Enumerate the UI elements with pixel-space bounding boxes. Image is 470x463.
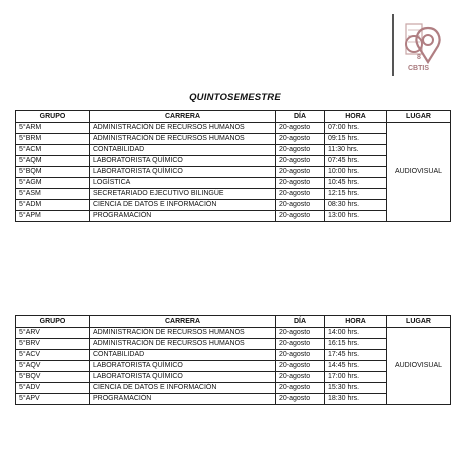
cell-dia: 20-agosto [276, 211, 325, 222]
header-grupo: GRUPO [16, 111, 90, 123]
table-row [16, 394, 451, 405]
cell-lugar: AUDIOVISUAL [387, 123, 451, 222]
cell-dia: 20-agosto [276, 134, 325, 145]
cell-carrera: SECRETARIADO EJECUTIVO BILINGÜE [90, 189, 276, 200]
cell-hora: 14:45 hrs. [325, 361, 387, 372]
cell-dia: 20-agosto [276, 123, 325, 134]
cell-carrera: LABORATORISTA QUÍMICO [90, 361, 276, 372]
cell-hora: 15:30 hrs. [325, 383, 387, 394]
table-row [16, 134, 451, 145]
cell-dia: 20-agosto [276, 189, 325, 200]
page-title: QUINTOSEMESTRE [189, 92, 281, 103]
header-carrera: CARRERA [90, 316, 276, 328]
table-header-row [16, 111, 451, 123]
cell-hora: 11:30 hrs. [325, 145, 387, 156]
cell-grupo: 5°ADV [16, 383, 90, 394]
cell-carrera: LABORATORISTA QUÍMICO [90, 372, 276, 383]
schedule-table-morning [15, 110, 451, 222]
cell-hora: 14:00 hrs. [325, 328, 387, 339]
cell-grupo: 5°BRM [16, 134, 90, 145]
cell-carrera: LOGÍSTICA [90, 178, 276, 189]
cell-carrera: PROGRAMACIÓN [90, 211, 276, 222]
cell-grupo: 5°BQM [16, 167, 90, 178]
table-row [16, 123, 451, 134]
cell-lugar: AUDIOVISUAL [387, 328, 451, 405]
cell-grupo: 5°BRV [16, 339, 90, 350]
table-row [16, 189, 451, 200]
cell-dia: 20-agosto [276, 178, 325, 189]
cell-carrera: ADMINISTRACIÓN DE RECURSOS HUMANOS [90, 328, 276, 339]
table-row [16, 361, 451, 372]
cell-carrera: CONTABILIDAD [90, 145, 276, 156]
cell-carrera: PROGRAMACIÓN [90, 394, 276, 405]
cell-grupo: 5°ARM [16, 123, 90, 134]
table-row [16, 350, 451, 361]
cell-grupo: 5°AQV [16, 361, 90, 372]
cell-hora: 16:15 hrs. [325, 339, 387, 350]
cell-hora: 10:45 hrs. [325, 178, 387, 189]
cell-grupo: 5°APM [16, 211, 90, 222]
cell-carrera: CIENCIA DE DATOS E INFORMACIÓN [90, 383, 276, 394]
cell-dia: 20-agosto [276, 328, 325, 339]
cell-carrera: ADMINISTRACIÓN DE RECURSOS HUMANOS [90, 134, 276, 145]
cell-dia: 20-agosto [276, 350, 325, 361]
cell-carrera: CONTABILIDAD [90, 350, 276, 361]
header-grupo: GRUPO [16, 316, 90, 328]
cell-dia: 20-agosto [276, 339, 325, 350]
table-row [16, 211, 451, 222]
cell-dia: 20-agosto [276, 167, 325, 178]
cell-hora: 09:15 hrs. [325, 134, 387, 145]
cell-carrera: ADMINISTRACIÓN DE RECURSOS HUMANOS [90, 339, 276, 350]
cell-hora: 07:45 hrs. [325, 156, 387, 167]
table-row [16, 156, 451, 167]
cell-grupo: 5°ACM [16, 145, 90, 156]
svg-text:CBTIS: CBTIS [408, 65, 429, 72]
cell-carrera: CIENCIA DE DATOS E INFORMACIÓN [90, 200, 276, 211]
cell-hora: 18:30 hrs. [325, 394, 387, 405]
cell-hora: 17:00 hrs. [325, 372, 387, 383]
cell-grupo: 5°AGM [16, 178, 90, 189]
cell-grupo: 5°BQV [16, 372, 90, 383]
cbtis-logo [392, 14, 448, 76]
cell-grupo: 5°ADM [16, 200, 90, 211]
cell-hora: 08:30 hrs. [325, 200, 387, 211]
cell-grupo: 5°ASM [16, 189, 90, 200]
table-header-row [16, 316, 451, 328]
table-row [16, 372, 451, 383]
header-lugar: LUGAR [387, 111, 451, 123]
cell-hora: 10:00 hrs. [325, 167, 387, 178]
header-lugar: LUGAR [387, 316, 451, 328]
cell-carrera: ADMINISTRACIÓN DE RECURSOS HUMANOS [90, 123, 276, 134]
table-row [16, 178, 451, 189]
table-row [16, 200, 451, 211]
table-row [16, 339, 451, 350]
header-hora: HORA [325, 111, 387, 123]
table-row [16, 328, 451, 339]
cell-hora: 12:15 hrs. [325, 189, 387, 200]
cell-dia: 20-agosto [276, 361, 325, 372]
header-hora: HORA [325, 316, 387, 328]
cell-grupo: 5°ACV [16, 350, 90, 361]
cell-dia: 20-agosto [276, 145, 325, 156]
cell-hora: 07:00 hrs. [325, 123, 387, 134]
header-carrera: CARRERA [90, 111, 276, 123]
cell-dia: 20-agosto [276, 372, 325, 383]
cell-grupo: 5°ARV [16, 328, 90, 339]
cell-hora: 17:45 hrs. [325, 350, 387, 361]
cell-hora: 13:00 hrs. [325, 211, 387, 222]
table-row [16, 167, 451, 178]
schedule-table-evening [15, 315, 451, 405]
svg-text:8: 8 [417, 54, 421, 61]
cell-dia: 20-agosto [276, 383, 325, 394]
header-dia: DÍA [276, 316, 325, 328]
cell-dia: 20-agosto [276, 394, 325, 405]
cell-carrera: LABORATORISTA QUÍMICO [90, 156, 276, 167]
cell-dia: 20-agosto [276, 156, 325, 167]
cell-grupo: 5°APV [16, 394, 90, 405]
table-row [16, 383, 451, 394]
cell-grupo: 5°AQM [16, 156, 90, 167]
table-row [16, 145, 451, 156]
cell-carrera: LABORATORISTA QUÍMICO [90, 167, 276, 178]
cell-dia: 20-agosto [276, 200, 325, 211]
header-dia: DÍA [276, 111, 325, 123]
